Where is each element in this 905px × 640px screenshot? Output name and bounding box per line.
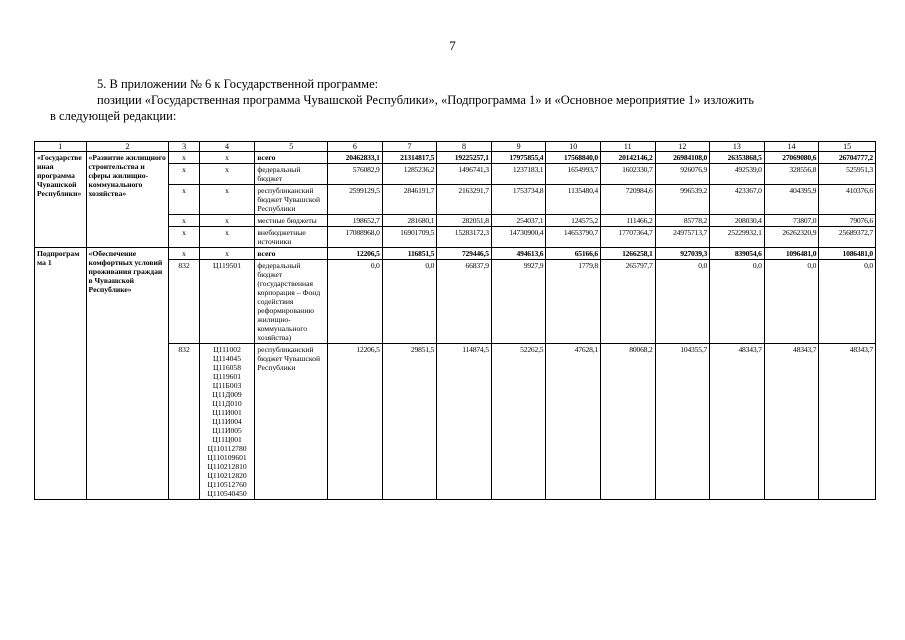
- value-cell: 0,0: [710, 260, 765, 344]
- budget-code: Ц114045: [213, 354, 242, 363]
- value-cell: 281680,1: [382, 215, 437, 227]
- value-cell: 65166,6: [546, 248, 601, 260]
- value-cell: 26984108,0: [655, 152, 710, 164]
- header-cell: 5: [255, 142, 328, 152]
- code-cell: x: [199, 185, 255, 215]
- value-cell: 1779,8: [546, 260, 601, 344]
- header-cell: 15: [819, 142, 876, 152]
- value-cell: 20462833,1: [328, 152, 383, 164]
- value-cell: 14653790,7: [546, 227, 601, 248]
- value-cell: 1496741,3: [437, 164, 492, 185]
- value-cell: 16901709,5: [382, 227, 437, 248]
- value-cell: 25689372,7: [819, 227, 876, 248]
- value-cell: 1285236,2: [382, 164, 437, 185]
- value-cell: 26353868,5: [710, 152, 765, 164]
- value-cell: 198652,7: [328, 215, 383, 227]
- value-cell: 926076,9: [655, 164, 710, 185]
- value-cell: 927039,3: [655, 248, 710, 260]
- grbs-cell: x: [169, 227, 199, 248]
- value-cell: 1096481,0: [764, 248, 819, 260]
- value-cell: 1602330,7: [600, 164, 655, 185]
- budget-code: Ц11Д010: [212, 399, 242, 408]
- header-cell: 14: [764, 142, 819, 152]
- value-cell: 25229932,1: [710, 227, 765, 248]
- value-cell: 1237183,1: [491, 164, 546, 185]
- header-cell: 6: [328, 142, 383, 152]
- code-cell: x: [199, 152, 255, 164]
- grbs-cell: x: [169, 248, 199, 260]
- value-cell: 0,0: [764, 260, 819, 344]
- value-cell: 14730900,4: [491, 227, 546, 248]
- source-cell: федеральный бюджет: [255, 164, 328, 185]
- value-cell: 26262320,9: [764, 227, 819, 248]
- budget-code: Ц11Д009: [212, 390, 242, 399]
- header-cell: 7: [382, 142, 437, 152]
- code-cell: x: [199, 248, 255, 260]
- value-cell: 254037,1: [491, 215, 546, 227]
- value-cell: 17568840,0: [546, 152, 601, 164]
- value-cell: 2599129,5: [328, 185, 383, 215]
- source-cell: республиканский бюджет Чувашской Республики: [255, 185, 328, 215]
- header-cell: 10: [546, 142, 601, 152]
- budget-code: Ц110212820: [207, 471, 247, 480]
- value-cell: 9927,9: [491, 260, 546, 344]
- header-cell: 1: [35, 142, 87, 152]
- value-cell: 2846191,7: [382, 185, 437, 215]
- value-cell: 720984,6: [600, 185, 655, 215]
- budget-code: Ц11Б003: [212, 381, 242, 390]
- grbs-cell: x: [169, 215, 199, 227]
- value-cell: 66837,9: [437, 260, 492, 344]
- gp-name: «Развитие жилищного строительства и сферы жилищно-коммунального хозяйства»: [86, 152, 169, 248]
- header-cell: 2: [86, 142, 169, 152]
- source-cell: местные бюджеты: [255, 215, 328, 227]
- budget-code: Ц110212810: [207, 462, 247, 471]
- value-cell: 80068,2: [600, 344, 655, 500]
- value-cell: 19225257,1: [437, 152, 492, 164]
- value-cell: 265797,7: [600, 260, 655, 344]
- value-cell: 0,0: [819, 260, 876, 344]
- header-cell: 13: [710, 142, 765, 152]
- value-cell: 328556,8: [764, 164, 819, 185]
- value-cell: 27069080,6: [764, 152, 819, 164]
- grbs-cell: x: [169, 185, 199, 215]
- value-cell: 423367,0: [710, 185, 765, 215]
- value-cell: 24975713,7: [655, 227, 710, 248]
- value-cell: 1753734,8: [491, 185, 546, 215]
- value-cell: 124575,2: [546, 215, 601, 227]
- value-cell: 17975855,4: [491, 152, 546, 164]
- source-cell: всего: [255, 248, 328, 260]
- budget-code: Ц11Ц001: [212, 435, 242, 444]
- value-cell: 85778,2: [655, 215, 710, 227]
- budget-code: Ц119601: [213, 372, 242, 381]
- header-cell: 8: [437, 142, 492, 152]
- sp-name: «Обеспечение комфортных условий проживания граждан в Чувашской Республике»: [86, 248, 169, 500]
- value-cell: 0,0: [328, 260, 383, 344]
- value-cell: 729446,5: [437, 248, 492, 260]
- value-cell: 114874,5: [437, 344, 492, 500]
- header-cell: 3: [169, 142, 199, 152]
- value-cell: 47628,1: [546, 344, 601, 500]
- budget-code: Ц111002: [213, 345, 241, 354]
- value-cell: 26704777,2: [819, 152, 876, 164]
- header-cell: 4: [199, 142, 255, 152]
- value-cell: 52262,5: [491, 344, 546, 500]
- value-cell: 116851,5: [382, 248, 437, 260]
- value-cell: 2163291,7: [437, 185, 492, 215]
- source-cell: всего: [255, 152, 328, 164]
- value-cell: 0,0: [382, 260, 437, 344]
- budget-code: Ц116058: [213, 363, 242, 372]
- budget-code: Ц110112780: [207, 444, 247, 453]
- value-cell: 0,0: [655, 260, 710, 344]
- header-row: [35, 142, 876, 152]
- intro-line-2: позиции «Государственная программа Чувашской Республики», «Подпрограмма 1» и «Основное мероприятие 1» изложить: [97, 93, 754, 107]
- value-cell: 1266258,1: [600, 248, 655, 260]
- value-cell: 494613,6: [491, 248, 546, 260]
- header-cell: 12: [655, 142, 710, 152]
- value-cell: 839054,6: [710, 248, 765, 260]
- value-cell: 48343,7: [819, 344, 876, 500]
- value-cell: 48343,7: [710, 344, 765, 500]
- grbs-cell: x: [169, 152, 199, 164]
- grbs-cell: 832: [169, 260, 199, 344]
- budget-code: Ц110512760: [207, 480, 247, 489]
- intro-line-1: 5. В приложении № 6 к Государственной программе:: [97, 77, 379, 91]
- budget-table: [34, 141, 876, 500]
- value-cell: 15283172,3: [437, 227, 492, 248]
- value-cell: 1086481,0: [819, 248, 876, 260]
- codes-cell: [199, 344, 255, 500]
- value-cell: 282051,8: [437, 215, 492, 227]
- value-cell: 1135480,4: [546, 185, 601, 215]
- sp-title: Подпрограмма 1: [35, 248, 87, 500]
- gp-row: [35, 152, 876, 164]
- intro-line-3: в следующей редакции:: [50, 109, 177, 123]
- value-cell: 73807,0: [764, 215, 819, 227]
- header-cell: 11: [600, 142, 655, 152]
- budget-code: Ц11И001: [212, 408, 242, 417]
- value-cell: 492539,0: [710, 164, 765, 185]
- value-cell: 410376,6: [819, 185, 876, 215]
- source-cell: внебюджетные источники: [255, 227, 328, 248]
- value-cell: 17088968,0: [328, 227, 383, 248]
- value-cell: 20142146,2: [600, 152, 655, 164]
- sp-row: [35, 248, 876, 260]
- value-cell: 12206,5: [328, 344, 383, 500]
- value-cell: 208030,4: [710, 215, 765, 227]
- code-cell: x: [199, 227, 255, 248]
- header-cell: 9: [491, 142, 546, 152]
- grbs-cell: 832: [169, 344, 199, 500]
- value-cell: 48343,7: [764, 344, 819, 500]
- value-cell: 12206,5: [328, 248, 383, 260]
- value-cell: 111466,2: [600, 215, 655, 227]
- source-cell: федеральный бюджет (государственная корпорация – Фонд содействия реформированию жилищно-коммунального хозяйства): [255, 260, 328, 344]
- value-cell: 525951,3: [819, 164, 876, 185]
- budget-code: Ц110540450: [207, 489, 247, 498]
- value-cell: 79076,6: [819, 215, 876, 227]
- value-cell: 576082,9: [328, 164, 383, 185]
- budget-code: Ц11И005: [212, 426, 242, 435]
- value-cell: 21314817,5: [382, 152, 437, 164]
- source-cell: республиканский бюджет Чувашской Республики: [255, 344, 328, 500]
- value-cell: 996539,2: [655, 185, 710, 215]
- value-cell: 29851,5: [382, 344, 437, 500]
- code-cell: x: [199, 215, 255, 227]
- value-cell: 1654993,7: [546, 164, 601, 185]
- value-cell: 17707364,7: [600, 227, 655, 248]
- value-cell: 404395,9: [764, 185, 819, 215]
- grbs-cell: x: [169, 164, 199, 185]
- budget-code: Ц110109601: [207, 453, 247, 462]
- gp-title: «Государственная программа Чувашской Республики»: [35, 152, 87, 248]
- code-cell: x: [199, 164, 255, 185]
- page-number: 7: [449, 38, 456, 53]
- code-cell: Ц119501: [199, 260, 255, 344]
- budget-code: Ц11И004: [212, 417, 242, 426]
- value-cell: 104355,7: [655, 344, 710, 500]
